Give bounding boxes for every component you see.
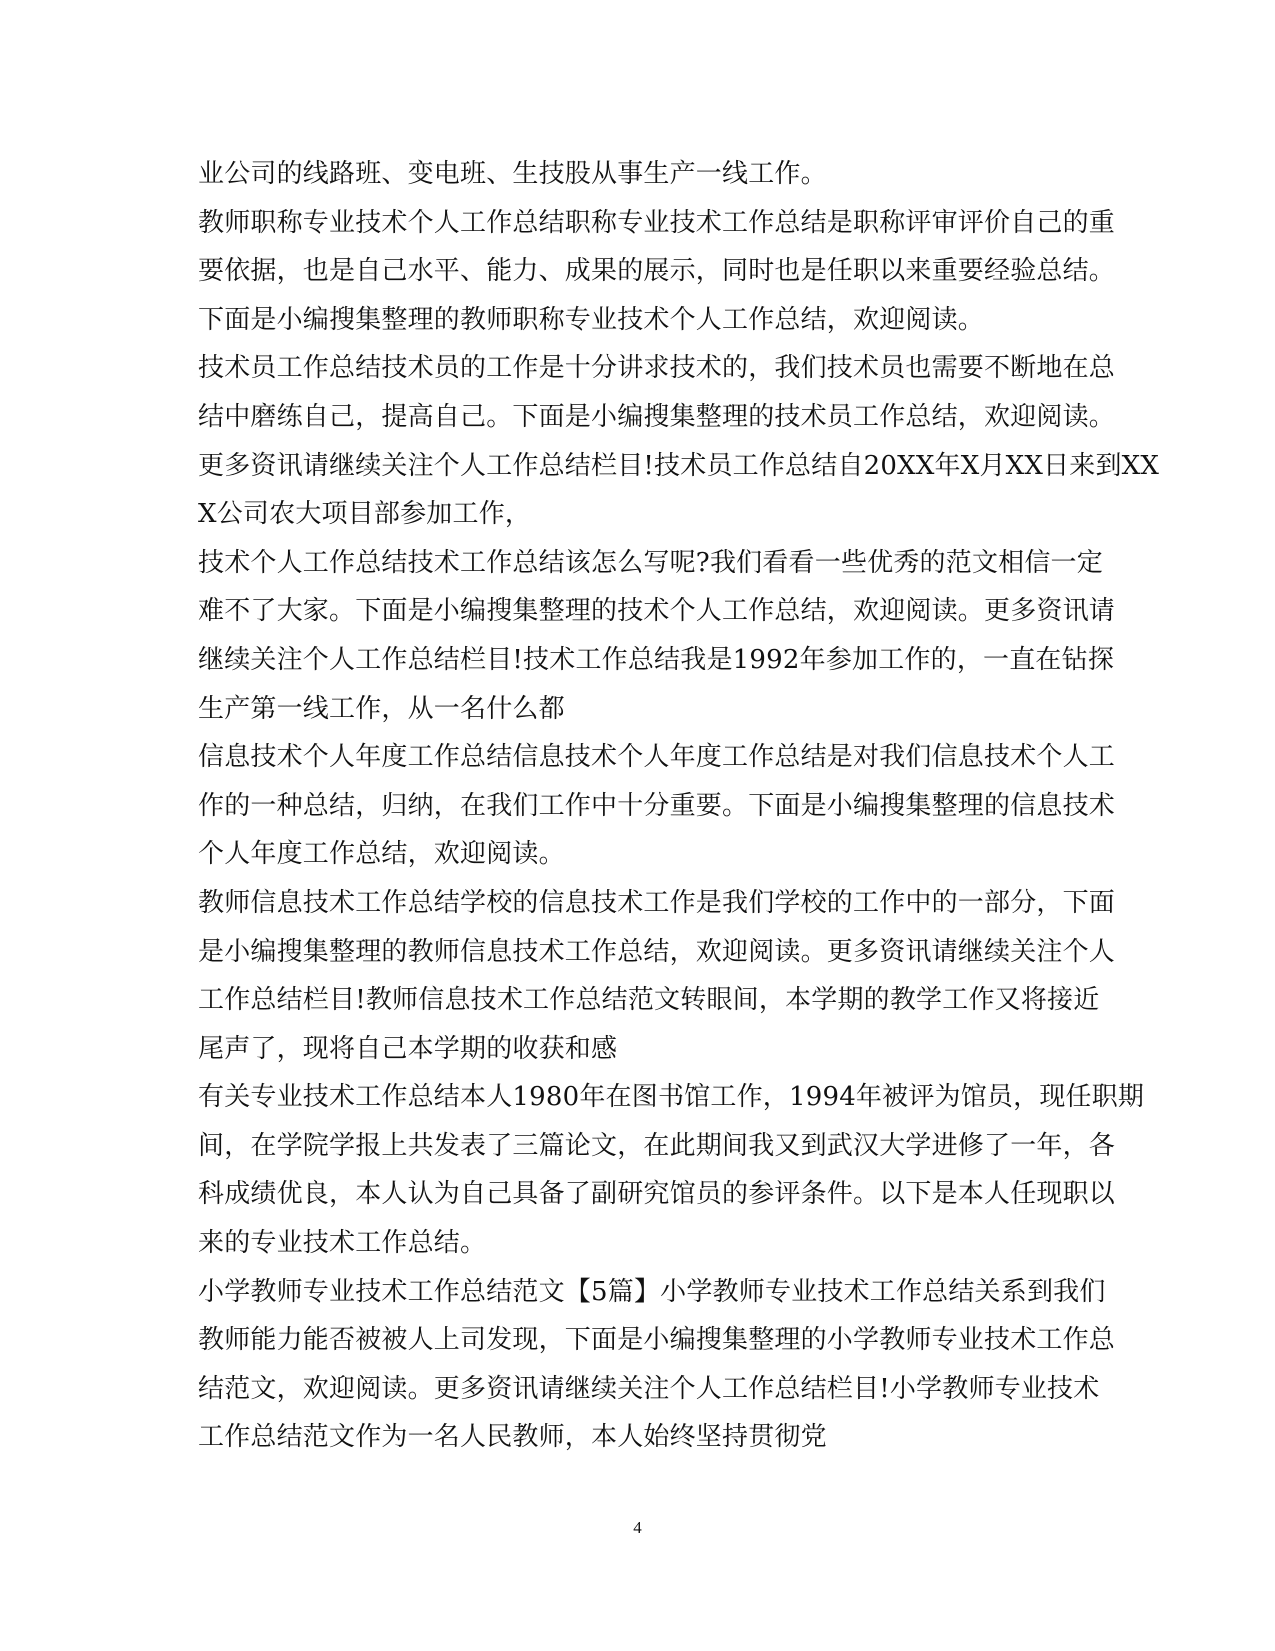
text-line: 科成绩优良，本人认为自己具备了副研究馆员的参评条件。以下是本人任现职以 (198, 1179, 1116, 1210)
text-line: 作的一种总结，归纳，在我们工作中十分重要。下面是小编搜集整理的信息技术 (198, 790, 1116, 821)
text-line: 教师能力能否被被人上司发现，下面是小编搜集整理的小学教师专业技术工作总 (198, 1325, 1116, 1356)
text-line: 工作总结范文作为一名人民教师，本人始终坚持贯彻党 (198, 1422, 827, 1453)
text-line: 间，在学院学报上共发表了三篇论文，在此期间我又到武汉大学进修了一年，各 (198, 1130, 1116, 1161)
text-line: 小学教师专业技术工作总结范文【5篇】小学教师专业技术工作总结关系到我们 (198, 1276, 1106, 1307)
text-line: 生产第一线工作，从一名什么都 (198, 693, 565, 724)
text-line: 继续关注个人工作总结栏目!技术工作总结我是1992年参加工作的，一直在钻探 (198, 644, 1115, 675)
text-line: 工作总结栏目!教师信息技术工作总结范文转眼间，本学期的教学工作又将接近 (198, 985, 1100, 1016)
text-line: 有关专业技术工作总结本人1980年在图书馆工作，1994年被评为馆员，现任职期 (198, 1082, 1145, 1113)
text-line: 信息技术个人年度工作总结信息技术个人年度工作总结是对我们信息技术个人工 (198, 742, 1116, 773)
paragraph-4 (198, 539, 1116, 733)
paragraph-7 (198, 1073, 1145, 1267)
text-line: 教师职称专业技术个人工作总结职称专业技术工作总结是职称评审评价自己的重 (198, 207, 1116, 238)
text-line: 更多资讯请继续关注个人工作总结栏目!技术员工作总结自20XX年X月XX日来到XX (198, 450, 1160, 481)
text-line: 来的专业技术工作总结。 (198, 1228, 487, 1259)
text-line: 个人年度工作总结，欢迎阅读。 (198, 839, 565, 870)
document-body (198, 150, 1160, 1462)
paragraph-3 (198, 344, 1160, 538)
text-line: 尾声了，现将自己本学期的收获和感 (198, 1033, 618, 1064)
page-number: 4 (633, 1518, 642, 1537)
text-line: 结中磨练自己，提高自己。下面是小编搜集整理的技术员工作总结，欢迎阅读。 (198, 401, 1116, 432)
text-line: 教师信息技术工作总结学校的信息技术工作是我们学校的工作中的一部分，下面 (198, 887, 1116, 918)
paragraph-8 (198, 1268, 1116, 1462)
text-line: 技术员工作总结技术员的工作是十分讲求技术的，我们技术员也需要不断地在总 (198, 353, 1116, 384)
paragraph-1 (198, 150, 1078, 199)
text-line: 下面是小编搜集整理的教师职称专业技术个人工作总结，欢迎阅读。 (198, 304, 985, 335)
paragraph-5 (198, 733, 1116, 879)
paragraph-2 (198, 199, 1116, 345)
text-line: 要依据，也是自己水平、能力、成果的展示，同时也是任职以来重要经验总结。 (198, 256, 1116, 287)
text-line: 结范文，欢迎阅读。更多资讯请继续关注个人工作总结栏目!小学教师专业技术 (198, 1373, 1100, 1404)
text-line: 是小编搜集整理的教师信息技术工作总结，欢迎阅读。更多资讯请继续关注个人 (198, 936, 1116, 967)
text-line: 业公司的线路班、变电班、生技股从事生产一线工作。 (198, 159, 827, 189)
text-line: X公司农大项目部参加工作， (198, 499, 532, 530)
paragraph-6 (198, 879, 1116, 1073)
text-line: 技术个人工作总结技术工作总结该怎么写呢?我们看看一些优秀的范文相信一定 (198, 547, 1103, 578)
text-line: 难不了大家。下面是小编搜集整理的技术个人工作总结，欢迎阅读。更多资讯请 (198, 596, 1116, 627)
